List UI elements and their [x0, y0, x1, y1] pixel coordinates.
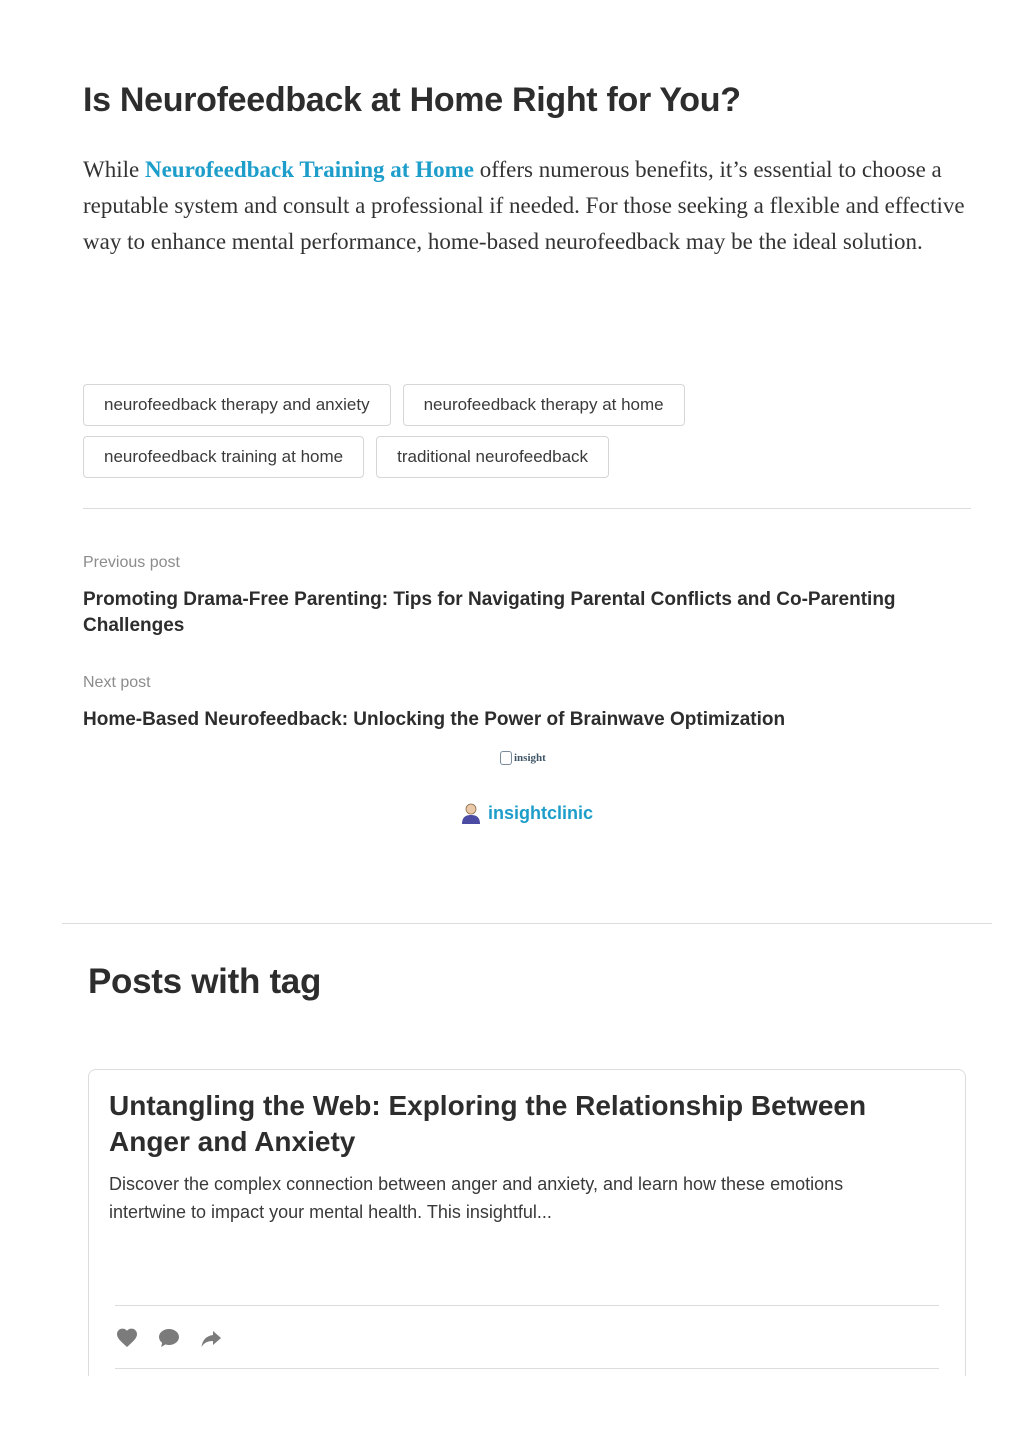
- neurofeedback-training-link[interactable]: Neurofeedback Training at Home: [144, 157, 474, 182]
- user-avatar-icon: [460, 802, 482, 824]
- next-post-label: Next post: [83, 674, 151, 691]
- body-text-start: While: [83, 157, 145, 182]
- posts-with-tag-heading: Posts with tag: [88, 962, 322, 1001]
- body-text-end: offers numerous benefits, it’s essential to choose a reputable system and consult a professional if needed. For those seeking a flexible and effective way to enhance mental performance, home-based neurofeedback may be the ideal solution.: [83, 157, 965, 254]
- tag-traditional-neurofeedback[interactable]: traditional neurofeedback: [376, 436, 609, 478]
- divider: [83, 508, 971, 509]
- tag-list: [83, 384, 973, 488]
- next-post: [83, 673, 963, 733]
- next-post-link[interactable]: Home-Based Neurofeedback: Unlocking the Power of Brainwave Optimization: [83, 709, 786, 730]
- page-bottom: [0, 1376, 1024, 1449]
- previous-post: [83, 553, 963, 639]
- tag-neurofeedback-therapy-and-anxiety[interactable]: neurofeedback therapy and anxiety: [83, 384, 391, 426]
- section-divider: [62, 923, 992, 924]
- post-card-title[interactable]: Untangling the Web: Exploring the Relationship Between Anger and Anxiety: [109, 1090, 867, 1157]
- heart-icon[interactable]: [115, 1326, 139, 1350]
- share-icon[interactable]: [199, 1326, 223, 1350]
- post-card-excerpt: Discover the complex connection between anger and anxiety, and learn how these emotions intertwine to impact your mental health. This insightful...: [109, 1174, 844, 1222]
- article-title: Is Neurofeedback at Home Right for You?: [83, 81, 741, 119]
- card-divider: [115, 1305, 939, 1306]
- site-logo: [500, 748, 554, 768]
- brain-logo-icon: [500, 751, 512, 765]
- previous-post-link[interactable]: Promoting Drama-Free Parenting: Tips for Navigating Parental Conflicts and Co-Parenting Challenges: [83, 589, 896, 636]
- tag-row: [83, 384, 973, 426]
- post-card-actions: [115, 1326, 223, 1350]
- author-link[interactable]: [460, 802, 593, 824]
- tag-neurofeedback-therapy-at-home[interactable]: neurofeedback therapy at home: [403, 384, 685, 426]
- tag-neurofeedback-training-at-home[interactable]: neurofeedback training at home: [83, 436, 364, 478]
- author-name: insightclinic: [488, 802, 594, 823]
- article: [83, 78, 973, 260]
- logo-text: insight: [514, 752, 546, 764]
- article-body: [83, 152, 973, 260]
- card-divider: [115, 1368, 939, 1369]
- tag-row: [83, 436, 973, 478]
- previous-post-label: Previous post: [83, 554, 180, 571]
- comment-icon[interactable]: [157, 1326, 181, 1350]
